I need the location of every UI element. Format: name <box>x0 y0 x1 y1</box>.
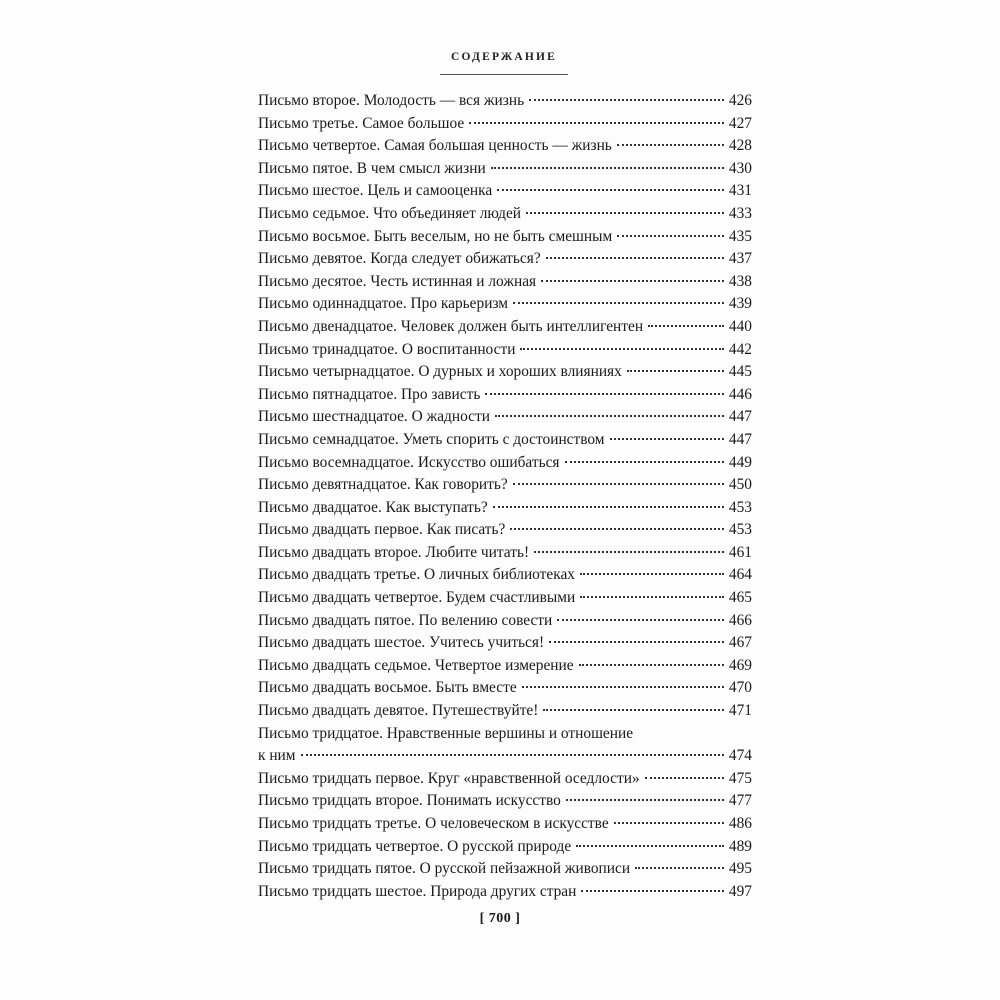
table-of-contents <box>258 90 752 903</box>
toc-entry <box>258 406 752 429</box>
toc-entry <box>258 226 752 249</box>
toc-leader-dots <box>579 664 724 666</box>
toc-entry-page: 464 <box>728 566 752 584</box>
toc-entry-page: 428 <box>728 137 752 155</box>
header-rule <box>440 74 568 75</box>
toc-leader-dots <box>469 122 724 124</box>
toc-entry-page: 427 <box>728 114 752 132</box>
toc-entry-page: 477 <box>728 792 752 810</box>
toc-entry-page: 465 <box>728 589 752 607</box>
toc-entry-page: 486 <box>728 815 752 832</box>
toc-leader-dots <box>513 483 724 485</box>
toc-entry-title: Письмо двадцатое. Как выступать? <box>258 498 488 516</box>
toc-leader-dots <box>614 822 724 824</box>
toc-entry-page: 431 <box>728 182 752 200</box>
toc-entry <box>258 293 752 316</box>
toc-entry-page: 495 <box>728 860 752 878</box>
toc-entry <box>258 564 752 587</box>
toc-entry <box>258 339 752 362</box>
toc-leader-dots <box>581 890 724 892</box>
toc-entry <box>258 135 752 158</box>
toc-leader-dots <box>495 415 724 417</box>
toc-entry-page: 467 <box>728 634 752 652</box>
toc-leader-dots <box>627 370 724 372</box>
toc-entry <box>258 587 752 610</box>
toc-entry-title: Письмо пятое. В чем смысл жизни <box>258 159 486 177</box>
toc-entry <box>258 497 752 520</box>
toc-entry-title: Письмо двенадцатое. Человек должен быть интеллигентен <box>258 317 644 335</box>
toc-entry-title: Письмо восемнадцатое. Искусство ошибаться <box>258 453 560 471</box>
toc-entry-title: Письмо тридцать третье. О человеческом в искусстве <box>258 815 609 832</box>
toc-entry <box>258 361 752 384</box>
toc-entry <box>258 452 752 475</box>
toc-entry <box>258 655 752 678</box>
toc-entry-line2 <box>258 745 752 768</box>
toc-entry-title: Письмо тридцать шестое. Природа других стран <box>258 882 577 900</box>
toc-entry <box>258 677 752 700</box>
toc-leader-dots <box>617 235 724 237</box>
header-title: СОДЕРЖАНИЕ <box>450 51 558 63</box>
toc-leader-dots <box>541 280 724 282</box>
toc-entry <box>258 429 752 452</box>
toc-entry-page: 438 <box>728 272 752 290</box>
page-number: [ 700 ] <box>479 911 521 926</box>
toc-entry-page: 446 <box>728 385 752 403</box>
toc-entry <box>258 180 752 203</box>
toc-leader-dots <box>645 777 724 779</box>
toc-entry-page: 433 <box>728 204 752 222</box>
toc-entry <box>258 113 752 136</box>
toc-entry-title: Письмо тридцатое. Нравственные вершины и отношение <box>258 724 634 742</box>
toc-leader-dots <box>529 99 724 101</box>
toc-entry-page: 449 <box>728 453 752 471</box>
toc-leader-dots <box>522 686 724 688</box>
toc-leader-dots <box>549 641 724 643</box>
toc-entry <box>258 474 752 497</box>
toc-entry <box>258 203 752 226</box>
toc-entry <box>258 542 752 565</box>
toc-entry-title: Письмо седьмое. Что объединяет людей <box>258 204 522 222</box>
toc-leader-dots <box>580 573 724 575</box>
toc-entry <box>258 158 752 181</box>
toc-entry-page: 489 <box>728 837 752 855</box>
toc-entry-title: Письмо двадцать девятое. Путешествуйте! <box>258 702 539 720</box>
toc-entry-page: 445 <box>728 363 752 381</box>
toc-entry <box>258 700 752 723</box>
toc-entry-page: 497 <box>728 882 752 900</box>
toc-entry-page: 471 <box>728 702 752 720</box>
toc-entry-title: Письмо тринадцатое. О воспитанности <box>258 340 516 358</box>
toc-entry-page: 453 <box>728 498 752 516</box>
toc-leader-dots <box>566 799 724 801</box>
toc-entry-page: 426 <box>728 92 752 109</box>
toc-entry-title: Письмо одиннадцатое. Про карьеризм <box>258 295 509 313</box>
toc-entry <box>258 519 752 542</box>
toc-entry <box>258 858 752 881</box>
toc-entry-title: Письмо тридцать четвертое. О русской природе <box>258 837 572 855</box>
toc-leader-dots <box>635 867 724 869</box>
toc-leader-dots <box>497 189 724 191</box>
toc-entry-title: Письмо девятое. Когда следует обижаться? <box>258 250 541 268</box>
toc-entry <box>258 881 752 904</box>
toc-entry <box>258 610 752 633</box>
running-header <box>440 50 568 75</box>
toc-leader-dots <box>565 461 724 463</box>
toc-entry-title: Письмо двадцать седьмое. Четвертое измерение <box>258 656 574 674</box>
toc-entry-title: Письмо четвертое. Самая большая ценность — жизнь <box>258 137 612 155</box>
toc-entry-title: Письмо семнадцатое. Уметь спорить с достоинством <box>258 430 605 448</box>
toc-entry-title: Письмо пятнадцатое. Про зависть <box>258 385 481 403</box>
toc-entry-title: Письмо двадцать четвертое. Будем счастливыми <box>258 589 576 607</box>
toc-entry-title: Письмо десятое. Честь истинная и ложная <box>258 272 537 290</box>
toc-leader-dots <box>576 845 724 847</box>
toc-entry-page: 439 <box>728 295 752 313</box>
toc-entry-page: 474 <box>728 747 752 765</box>
toc-entry <box>258 248 752 271</box>
toc-entry-page: 470 <box>728 679 752 697</box>
toc-leader-dots <box>301 754 724 756</box>
toc-entry-title: Письмо тридцать пятое. О русской пейзажной живописи <box>258 860 631 878</box>
toc-entry <box>258 790 752 813</box>
toc-entry-page: 450 <box>728 476 752 494</box>
toc-leader-dots <box>557 619 724 621</box>
toc-entry <box>258 384 752 407</box>
toc-entry-title-continued: к ним <box>258 747 296 765</box>
toc-entry-page: 475 <box>728 769 752 787</box>
toc-entry <box>258 316 752 339</box>
toc-entry-title: Письмо шестнадцатое. О жадности <box>258 408 490 426</box>
toc-leader-dots <box>543 709 724 711</box>
toc-entry-title: Письмо третье. Самое большое <box>258 114 465 132</box>
toc-leader-dots <box>648 325 724 327</box>
toc-entry-page: 442 <box>728 340 752 358</box>
toc-entry-title: Письмо девятнадцатое. Как говорить? <box>258 476 508 494</box>
toc-entry-page: 440 <box>728 317 752 335</box>
toc-leader-dots <box>580 596 724 598</box>
toc-entry <box>258 813 752 836</box>
toc-leader-dots <box>493 506 724 508</box>
toc-entry-page: 453 <box>728 521 752 539</box>
toc-entry <box>258 836 752 859</box>
toc-entry-title: Письмо тридцать первое. Круг «нравственной оседлости» <box>258 769 640 787</box>
toc-entry-page: 437 <box>728 250 752 268</box>
toc-leader-dots <box>520 348 723 350</box>
toc-entry-title: Письмо второе. Молодость — вся жизнь <box>258 92 525 109</box>
toc-entry-page: 430 <box>728 159 752 177</box>
toc-entry-page: 466 <box>728 611 752 629</box>
toc-entry-title: Письмо шестое. Цель и самооценка <box>258 182 493 200</box>
toc-entry <box>258 271 752 294</box>
toc-entry-line1 <box>258 723 752 746</box>
toc-entry-page: 447 <box>728 408 752 426</box>
toc-entry-title: Письмо восьмое. Быть веселым, но не быть смешным <box>258 227 613 245</box>
toc-entry-title: Письмо двадцать пятое. По велению совести <box>258 611 553 629</box>
toc-leader-dots <box>491 167 724 169</box>
toc-entry-title: Письмо двадцать второе. Любите читать! <box>258 543 530 561</box>
toc-entry <box>258 632 752 655</box>
toc-entry-title: Письмо двадцать первое. Как писать? <box>258 521 506 539</box>
toc-leader-dots <box>510 528 724 530</box>
toc-entry-title: Письмо двадцать третье. О личных библиотеках <box>258 566 576 584</box>
toc-leader-dots <box>610 438 724 440</box>
toc-entry-page: 461 <box>728 543 752 561</box>
toc-leader-dots <box>546 257 724 259</box>
toc-entry-page: 435 <box>728 227 752 245</box>
toc-leader-dots <box>513 302 724 304</box>
toc-entry-title: Письмо тридцать второе. Понимать искусство <box>258 792 561 810</box>
toc-entry-page: 469 <box>728 656 752 674</box>
toc-entry-title: Письмо двадцать шестое. Учитесь учиться! <box>258 634 545 652</box>
toc-entry-page: 447 <box>728 430 752 448</box>
toc-leader-dots <box>526 212 724 214</box>
toc-leader-dots <box>617 144 724 146</box>
toc-entry <box>258 768 752 791</box>
toc-entry <box>258 90 752 113</box>
toc-leader-dots <box>485 393 724 395</box>
toc-leader-dots <box>534 551 724 553</box>
toc-entry-title: Письмо четырнадцатое. О дурных и хороших влияниях <box>258 363 622 381</box>
toc-entry-title: Письмо двадцать восьмое. Быть вместе <box>258 679 517 697</box>
